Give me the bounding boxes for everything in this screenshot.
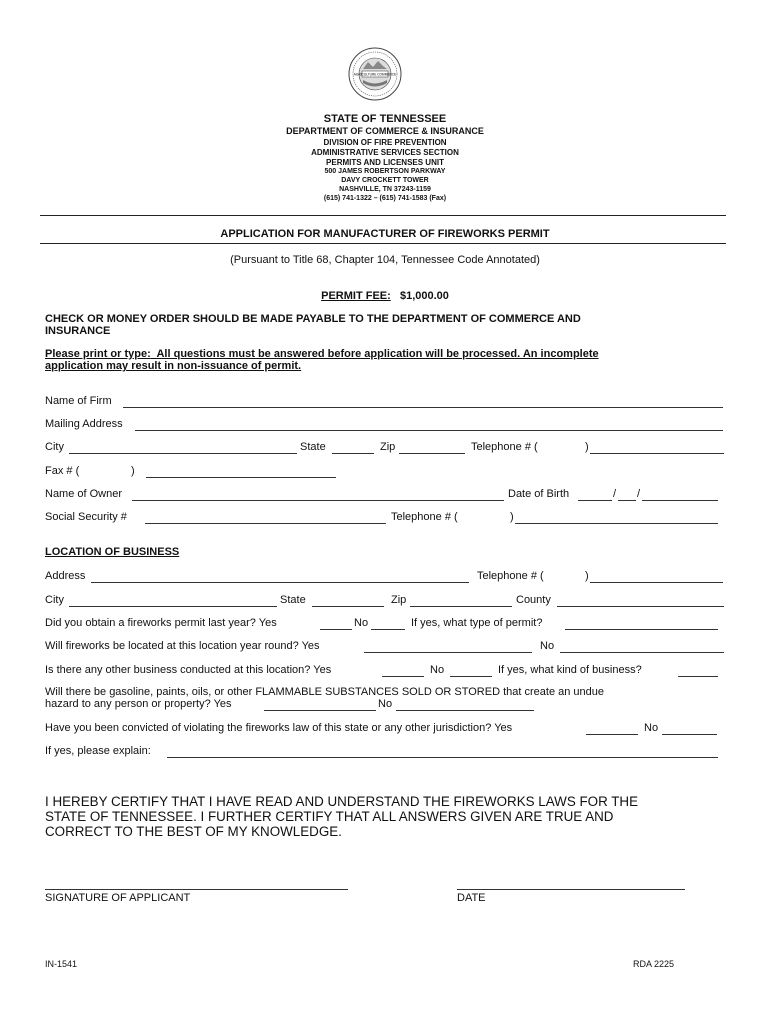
year-round-no-field[interactable] xyxy=(560,652,724,653)
telephone-label: Telephone # ( xyxy=(391,511,458,523)
other-business-kind-question: If yes, what kind of business? xyxy=(498,664,642,676)
instructions-prefix: Please print or type: xyxy=(45,348,151,360)
business-state-field[interactable] xyxy=(312,606,384,607)
other-business-no-field[interactable] xyxy=(450,676,492,677)
flammable-yes-field[interactable] xyxy=(264,710,376,711)
date-of-birth-label: Date of Birth xyxy=(508,488,570,500)
owner-telephone-field[interactable] xyxy=(515,523,718,524)
county-label: County xyxy=(516,594,551,606)
firm-name-label: Name of Firm xyxy=(45,395,112,407)
instructions-text: All questions must be answered before application will be processed. An incomplete xyxy=(156,348,599,360)
phone-fax: (615) 741-1322 – (615) 741-1583 (Fax) xyxy=(323,195,447,202)
instructions-line-2: application may result in non-issuance of permit. xyxy=(45,360,302,372)
signature-label: SIGNATURE OF APPLICANT xyxy=(45,892,191,904)
telephone-field[interactable] xyxy=(590,453,724,454)
zip-label: Zip xyxy=(380,441,396,453)
date-field[interactable] xyxy=(457,889,685,890)
dob-slash: / xyxy=(637,488,641,500)
explain-label: If yes, please explain: xyxy=(45,745,151,757)
payable-note-continued: INSURANCE xyxy=(45,325,111,337)
other-business-no-label: No xyxy=(430,664,445,676)
telephone-close-paren: ) xyxy=(585,441,589,453)
year-round-no-label: No xyxy=(540,640,555,652)
business-state-label: State xyxy=(280,594,306,606)
dob-year-field[interactable] xyxy=(642,500,718,501)
firm-name-field[interactable] xyxy=(123,407,723,408)
signature-field[interactable] xyxy=(45,889,348,890)
certification-line-3: CORRECT TO THE BEST OF MY KNOWLEDGE. xyxy=(45,824,342,839)
business-city-label: City xyxy=(45,594,64,606)
permit-fee-label: PERMIT FEE: xyxy=(321,290,391,302)
convicted-no-field[interactable] xyxy=(662,734,717,735)
zip-field[interactable] xyxy=(399,453,465,454)
year-round-yes-field[interactable] xyxy=(364,652,532,653)
county-field[interactable] xyxy=(557,606,724,607)
other-business-question: Is there any other business conducted at this location? Yes xyxy=(45,664,332,676)
owner-name-field[interactable] xyxy=(132,500,504,501)
address-line-2: DAVY CROCKETT TOWER xyxy=(341,177,429,184)
business-city-field[interactable] xyxy=(69,606,277,607)
permit-last-year-no-field[interactable] xyxy=(371,629,405,630)
date-label: DATE xyxy=(457,892,486,904)
fax-close-paren: ) xyxy=(131,465,135,477)
mailing-address-label: Mailing Address xyxy=(45,418,123,430)
year-round-question: Will fireworks be located at this location year round? Yes xyxy=(45,640,320,652)
convicted-yes-field[interactable] xyxy=(586,734,638,735)
dob-month-field[interactable] xyxy=(578,500,612,501)
division-name: DIVISION OF FIRE PREVENTION xyxy=(323,138,447,147)
telephone-label: Telephone # ( xyxy=(471,441,538,453)
divider xyxy=(40,215,726,216)
department-name: DEPARTMENT OF COMMERCE & INSURANCE xyxy=(286,126,484,136)
state-field[interactable] xyxy=(332,453,374,454)
flammable-no-field[interactable] xyxy=(396,710,534,711)
tennessee-state-seal xyxy=(348,47,402,101)
certification-line-2: STATE OF TENNESSEE. I FURTHER CERTIFY THAT ALL ANSWERS GIVEN ARE TRUE AND xyxy=(45,809,614,824)
form-number: IN-1541 xyxy=(45,959,78,969)
ssn-field[interactable] xyxy=(145,523,386,524)
permit-fee-amount: $1,000.00 xyxy=(399,290,449,302)
address-line-1: 500 JAMES ROBERTSON PARKWAY xyxy=(324,168,446,175)
fax-label: Fax # ( xyxy=(45,465,80,477)
other-business-kind-field[interactable] xyxy=(678,676,718,677)
flammable-question-continued: hazard to any person or property? Yes xyxy=(45,698,232,710)
address-line-3: NASHVILLE, TN 37243-1159 xyxy=(339,186,431,193)
location-of-business-heading: LOCATION OF BUSINESS xyxy=(45,546,180,558)
dob-day-field[interactable] xyxy=(618,500,636,501)
certification-statement xyxy=(45,794,638,839)
telephone-close-paren: ) xyxy=(510,511,514,523)
permit-last-year-question: Did you obtain a fireworks permit last year? Yes xyxy=(45,617,277,629)
permit-type-field[interactable] xyxy=(565,629,718,630)
other-business-yes-field[interactable] xyxy=(382,676,424,677)
city-field[interactable] xyxy=(69,453,297,454)
owner-name-label: Name of Owner xyxy=(45,488,123,500)
unit-name: PERMITS AND LICENSES UNIT xyxy=(326,158,444,167)
explain-field[interactable] xyxy=(167,757,718,758)
flammable-no-label: No xyxy=(378,698,393,710)
convicted-question: Have you been convicted of violating the fireworks law of this state or any other jurisdiction? Yes xyxy=(45,722,513,734)
certification-line-1: I HEREBY CERTIFY THAT I HAVE READ AND UNDERSTAND THE FIREWORKS LAWS FOR THE xyxy=(45,794,639,809)
divider xyxy=(40,243,726,244)
state-label: State xyxy=(300,441,326,453)
business-zip-label: Zip xyxy=(391,594,407,606)
business-address-label: Address xyxy=(45,570,86,582)
rda-number: RDA 2225 xyxy=(633,959,675,969)
business-telephone-field[interactable] xyxy=(590,582,723,583)
telephone-close-paren: ) xyxy=(585,570,589,582)
mailing-address-field[interactable] xyxy=(135,430,723,431)
business-address-field[interactable] xyxy=(91,582,469,583)
city-label: City xyxy=(45,441,64,453)
form-subtitle: (Pursuant to Title 68, Chapter 104, Tennessee Code Annotated) xyxy=(230,254,540,266)
dob-slash: / xyxy=(613,488,617,500)
fax-field[interactable] xyxy=(146,477,336,478)
permit-last-year-no-label: No xyxy=(354,617,369,629)
ssn-label: Social Security # xyxy=(45,511,127,523)
permit-last-year-yes-field[interactable] xyxy=(320,629,352,630)
payable-note: CHECK OR MONEY ORDER SHOULD BE MADE PAYABLE TO THE DEPARTMENT OF COMMERCE AND xyxy=(45,313,581,325)
convicted-no-label: No xyxy=(644,722,659,734)
permit-fee xyxy=(0,290,770,302)
form-title: APPLICATION FOR MANUFACTURER OF FIREWORKS PERMIT xyxy=(220,228,550,240)
flammable-question: Will there be gasoline, paints, oils, or other FLAMMABLE SUBSTANCES SOLD OR STORED that create an undue xyxy=(45,686,604,698)
section-name: ADMINISTRATIVE SERVICES SECTION xyxy=(311,148,459,157)
seal-center-text: AGRICULTURE COMMERCE xyxy=(353,72,397,77)
business-zip-field[interactable] xyxy=(410,606,512,607)
permit-type-question: If yes, what type of permit? xyxy=(411,617,543,629)
business-telephone-label: Telephone # ( xyxy=(477,570,544,582)
instructions xyxy=(45,348,599,360)
state-name: STATE OF TENNESSEE xyxy=(323,113,447,125)
